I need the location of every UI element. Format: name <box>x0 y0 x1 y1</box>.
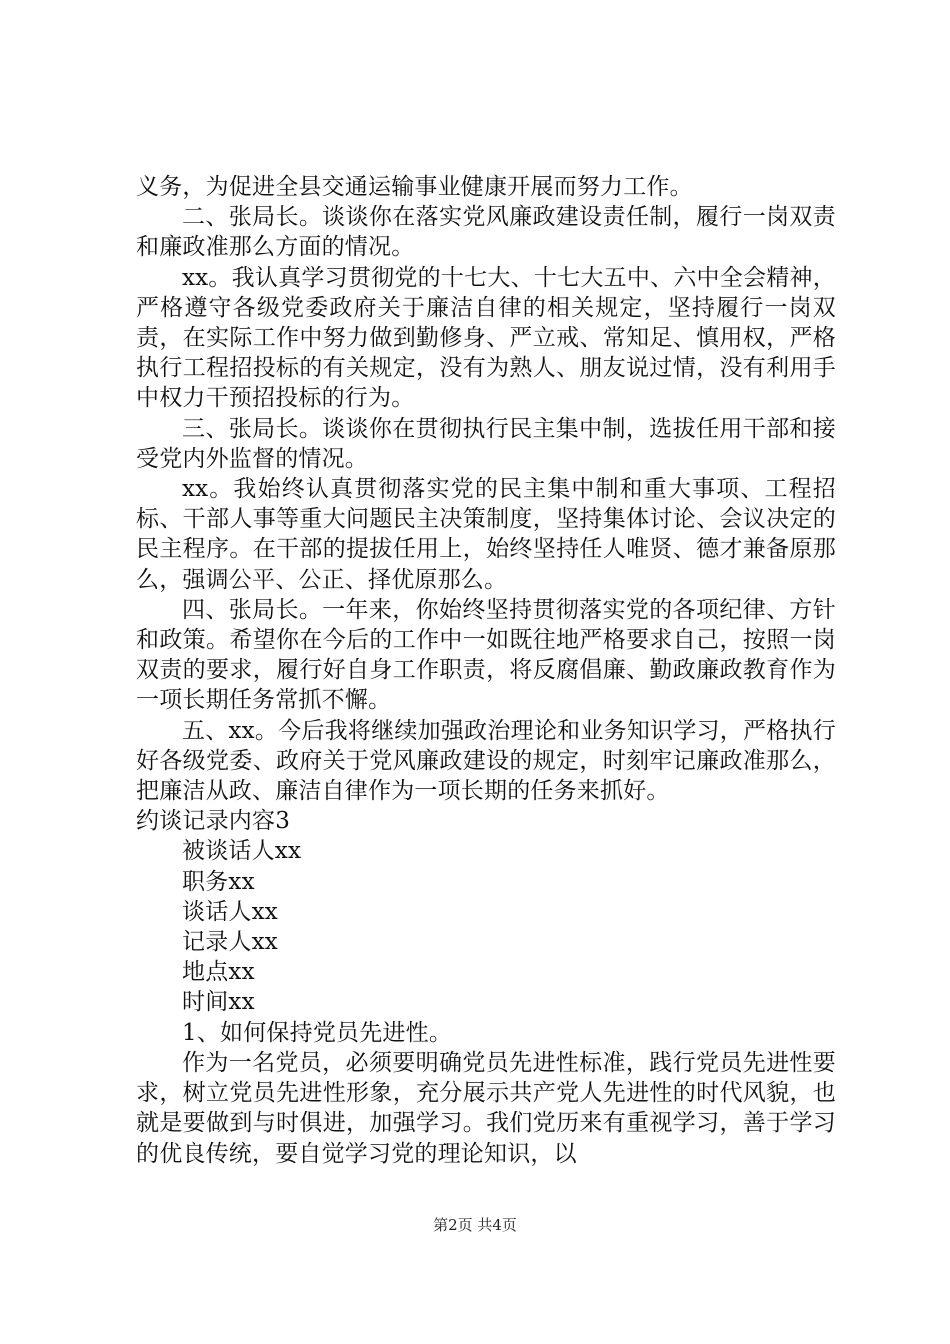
field-location: 地点xx <box>182 959 255 986</box>
page-footer: 第2页 共4页 <box>433 1216 517 1234</box>
paragraph-answer-1: 作为一名党员，必须要明确党员先进性标准，践行党员先进性要求，树立党员先进性形象，充分展示共产党人先进性的时代风貌，也就是要做到与时俱进，加强学习。我们党历来有重视学习，善于学习的优良传统，要自觉学习党的理论知识，以 <box>136 1049 836 1167</box>
section-heading: 约谈记录内容3 <box>136 808 291 835</box>
question-heading-1: 1、如何保持党员先进性。 <box>182 1019 453 1046</box>
paragraph-continuation: 义务，为促进全县交通运输事业健康开展而努力工作。 <box>136 174 693 200</box>
field-recorder: 记录人xx <box>182 929 278 956</box>
field-position: 职务xx <box>182 868 255 895</box>
paragraph-item-4: 四、张局长。一年来，你始终坚持贯彻落实党的各项纪律、方针和政策。希望你在今后的工作中一如既往地严格要求自己，按照一岗双责的要求，履行好自身工作职责，将反腐倡廉、勤政廉政教育作为一项长期任务常抓不懈。 <box>136 596 836 714</box>
paragraph-question-3: 三、张局长。谈谈你在贯彻执行民主集中制，选拔任用干部和接受党内外监督的情况。 <box>136 415 836 472</box>
field-time: 时间xx <box>182 989 255 1016</box>
field-interviewer: 谈话人xx <box>182 898 278 925</box>
document-body <box>136 172 836 1169</box>
paragraph-question-2: 二、张局长。谈谈你在落实党风廉政建设责任制，履行一岗双责和廉政准那么方面的情况。 <box>136 204 836 261</box>
paragraph-answer-2: xx。我认真学习贯彻党的十七大、十七大五中、六中全会精神，严格遵守各级党委政府关于廉洁自律的相关规定，坚持履行一岗双责，在实际工作中努力做到勤修身、严立戒、常知足、慎用权，严格执行工程招投标的有关规定，没有为熟人、朋友说过情，没有利用手中权力干预招投标的行为。 <box>136 264 836 412</box>
field-interviewee: 被谈话人xx <box>182 838 302 865</box>
paragraph-item-5: 五、xx。今后我将继续加强政治理论和业务知识学习，严格执行好各级党委、政府关于党风廉政建设的规定，时刻牢记廉政准那么，把廉洁从政、廉洁自律作为一项长期的任务来抓好。 <box>136 717 836 805</box>
paragraph-answer-3: xx。我始终认真贯彻落实党的民主集中制和重大事项、工程招标、干部人事等重大问题民主决策制度，坚持集体讨论、会议决定的民主程序。在干部的提拔任用上，始终坚持任人唯贤、德才兼备原那么，强调公平、公正、择优原那么。 <box>136 476 836 593</box>
